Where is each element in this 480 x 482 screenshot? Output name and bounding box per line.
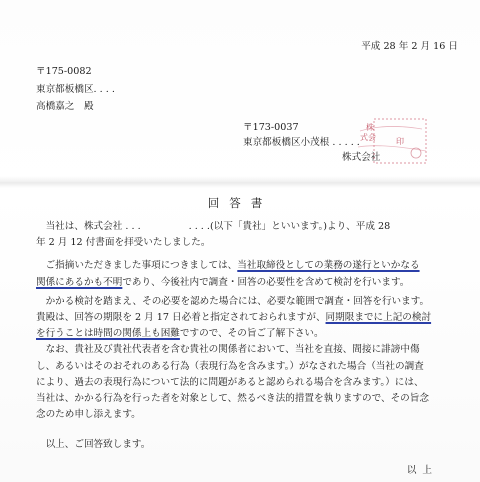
underlined-text: 当社取締役としての業務の遂行といかなる	[237, 260, 420, 272]
body-line	[36, 326, 466, 342]
body-line: 当社は、かかる行為を行った者を対象として、然るべき法的措置を執りますので、その旨念	[36, 392, 429, 404]
seal-char-2: 式会	[360, 133, 376, 142]
body-text: ですので、その旨ご了解下さい。	[179, 328, 324, 340]
body-line: により、過去の表現行為について法的に問題があると認められる場合を含みます。）には、	[36, 376, 424, 388]
sender-company: 株式会社	[342, 152, 381, 163]
body-line	[36, 275, 466, 291]
company-seal-stamp	[356, 117, 446, 169]
underlined-text: 関係にあるかも不明	[36, 276, 123, 288]
body-text: であり、今後社内で調査・回答の必要性を含めて検討を行います。	[122, 276, 410, 288]
body-line: し、あるいはそのおそれのある行為（表現行為を含みます。）がなされた場合（当社の調査	[36, 360, 424, 372]
body-text: ご指摘いただきました事項につきましては、	[36, 260, 238, 272]
body-line	[36, 310, 466, 326]
document-title: 回答書	[207, 196, 273, 210]
body-line	[36, 258, 466, 274]
sender-address: 東京都板橋区小茂根 . . . . .	[243, 137, 360, 148]
recipient-zip: 〒175-0082	[36, 66, 92, 77]
body-line: 念のため申し添えます。	[36, 409, 141, 421]
body-line: かかる検討を踏まえ、その必要を認めた場合には、必要な範囲で調査・回答を行います。	[36, 295, 430, 307]
body-line: 当社は、株式会社 . . . . . . .(以下「貴社」といいます。)より、平成 28	[36, 221, 391, 232]
letter-body	[36, 219, 466, 453]
seal-char-1: 株	[366, 123, 374, 132]
closing-line: 以上、ご回答致します。	[36, 439, 151, 451]
seal-char-3: 印	[396, 137, 404, 146]
body-line: 年 2 月 12 付書面を拝受いたしました。	[36, 237, 211, 249]
letter-date: 平成 28 年 2 月 16 日	[361, 41, 458, 52]
body-line: なお、貴社及び貴社代表者を含む貴社の関係者において、当社を直接、間接に誹謗中傷	[36, 344, 420, 356]
sender-zip: 〒173-0037	[243, 122, 299, 133]
underlined-text: を行うことは時間の関係上も困難	[36, 328, 180, 340]
paper-fold-line	[0, 176, 480, 188]
recipient-name: 高橋嘉之 殿	[36, 101, 94, 112]
underlined-text: 同期限までに上記の検討	[325, 311, 432, 323]
recipient-address: 東京都板橋区. . . .	[36, 84, 115, 95]
end-mark: 以上	[406, 465, 438, 476]
body-text: 貴殿は、回答の期限を 2 月 17 日必着と指定されておられますが、	[36, 311, 326, 323]
